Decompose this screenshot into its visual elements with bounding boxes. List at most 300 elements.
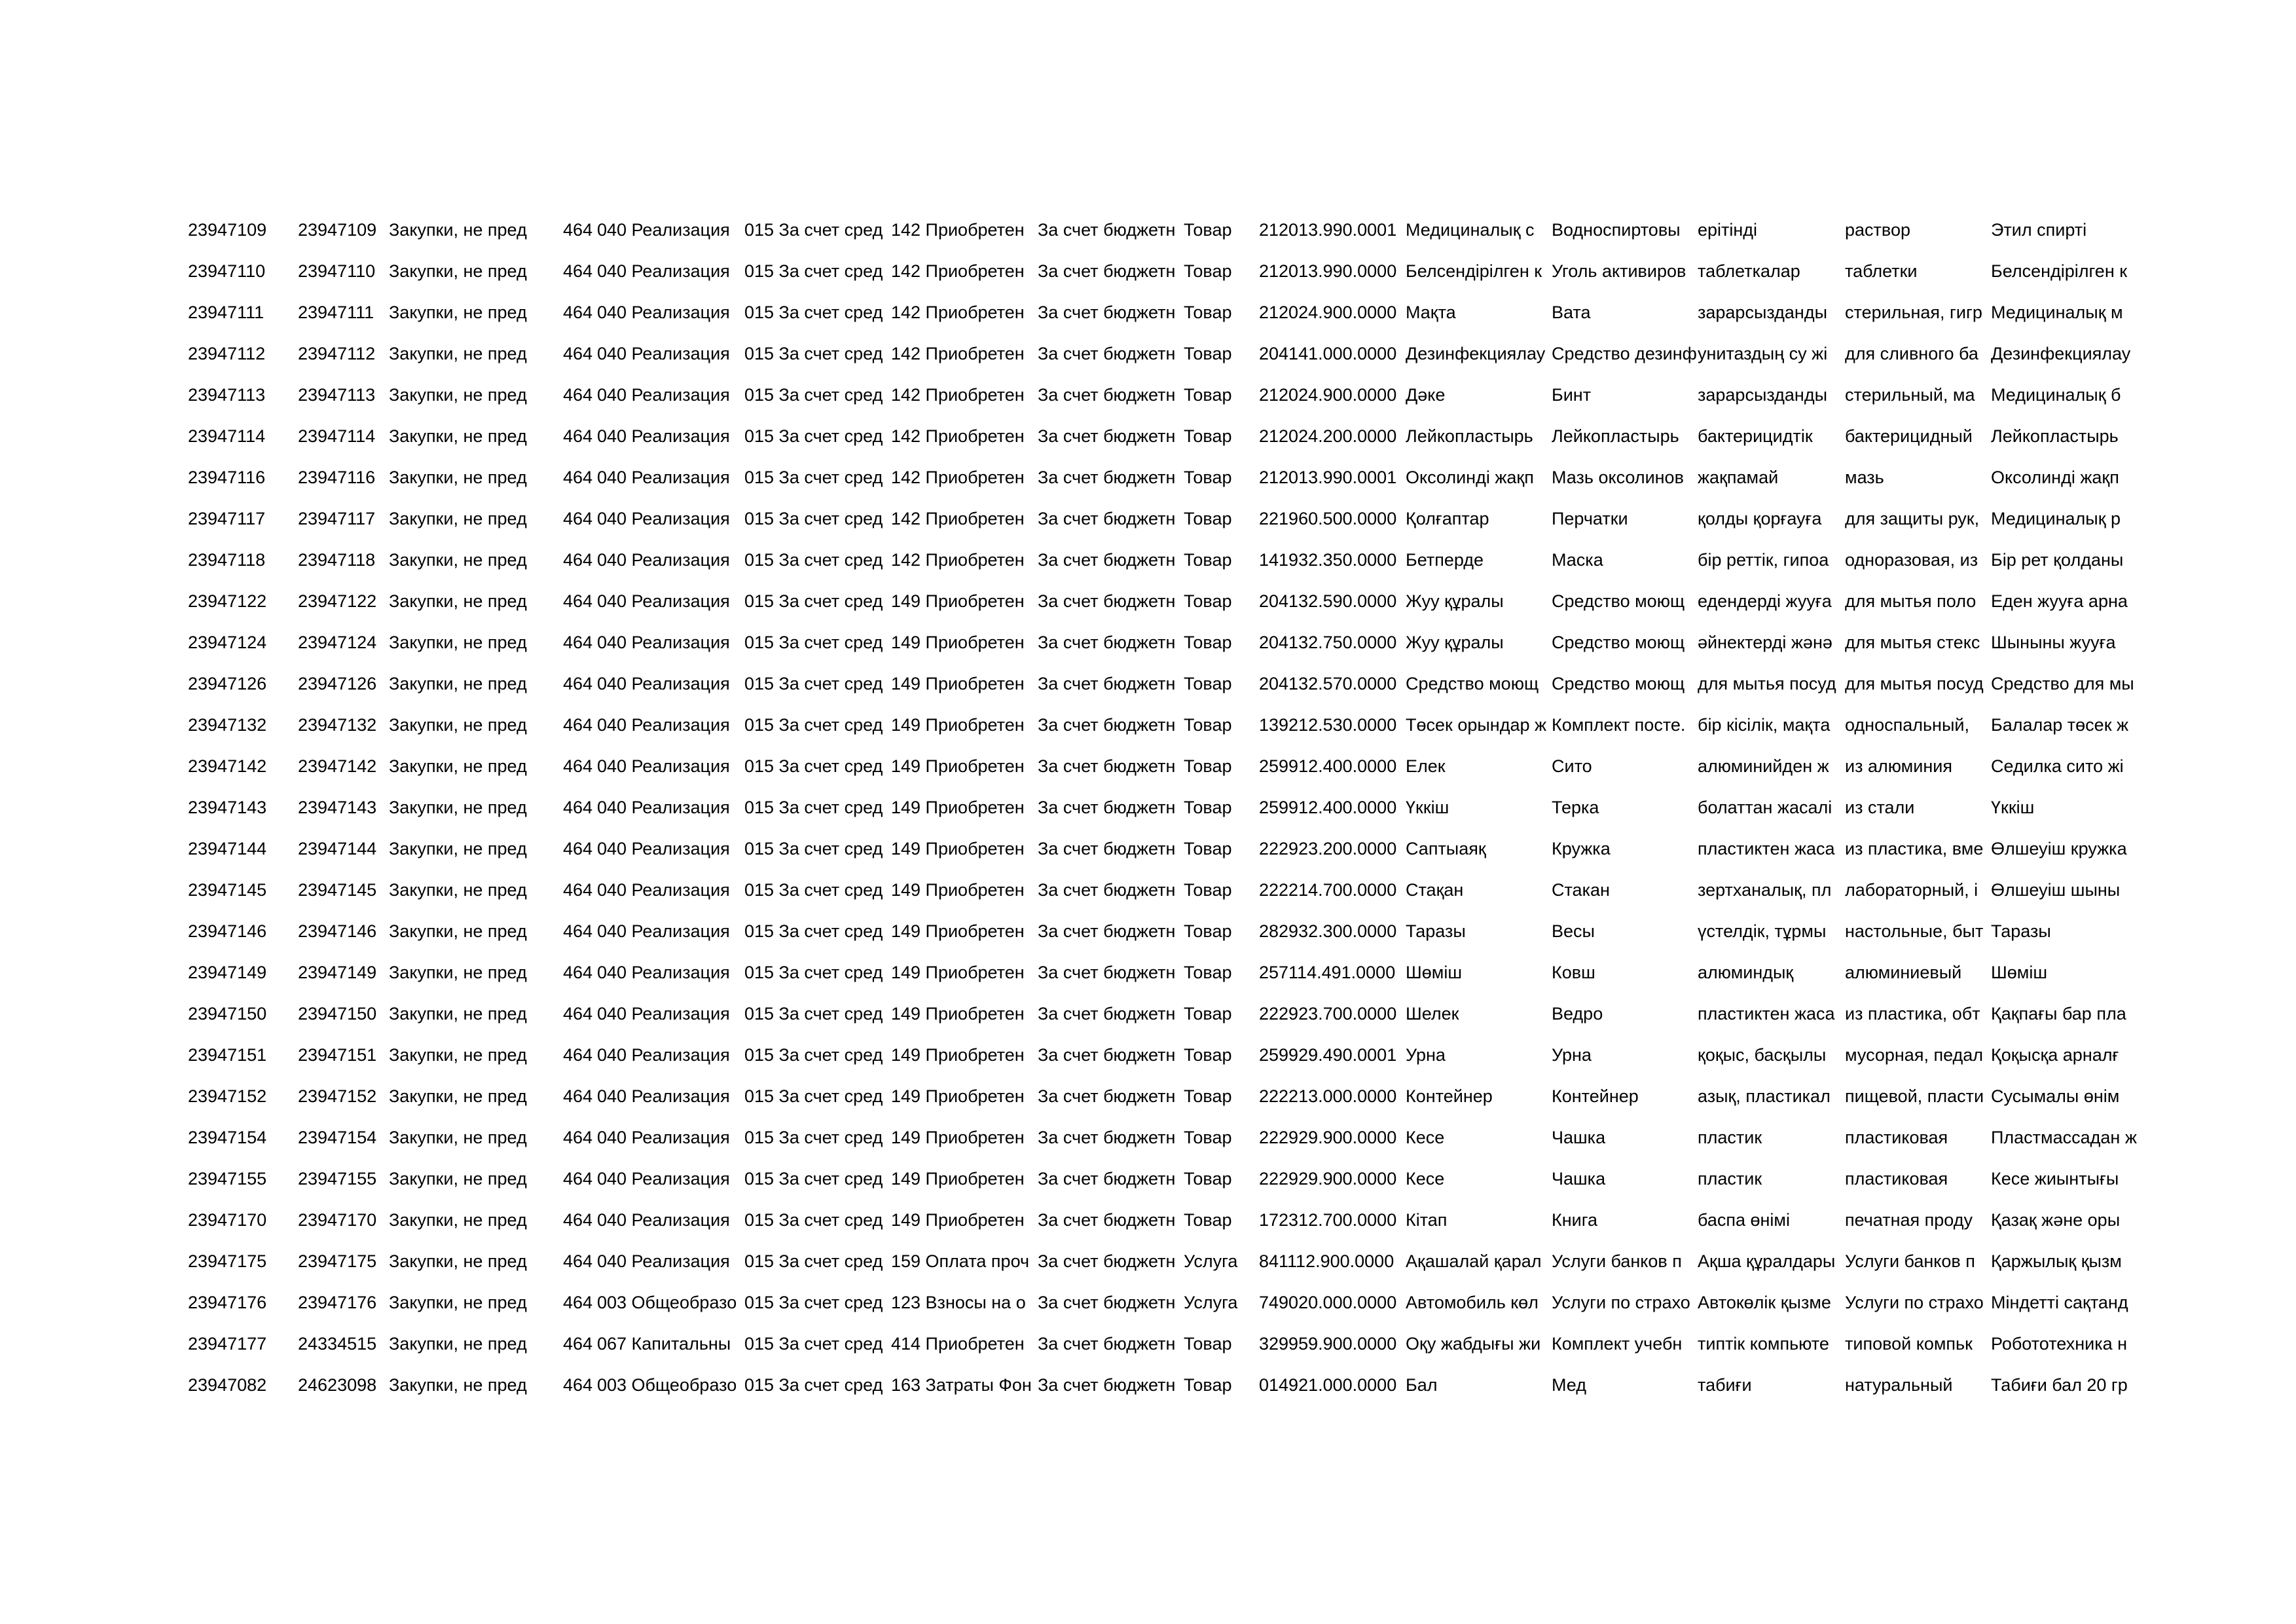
table-cell: Закупки, не пред: [389, 385, 527, 405]
table-cell: Кесе жиынтығы: [1991, 1169, 2119, 1189]
table-cell: 040 Реализация: [597, 963, 730, 982]
table-cell: За счет бюджетн: [1038, 1210, 1176, 1230]
table-cell: 204132.750.0000: [1259, 633, 1397, 652]
table-cell: 149 Приобретен: [891, 715, 1025, 735]
table-cell: 142 Приобретен: [891, 385, 1025, 405]
table-cell: Комплект учебн: [1552, 1334, 1683, 1354]
table-cell: 040 Реализация: [597, 344, 730, 363]
table-cell: Закупки, не пред: [389, 880, 527, 900]
table-cell: 23947132: [188, 715, 267, 735]
table-cell: Елек: [1406, 756, 1446, 776]
table-cell: 142 Приобретен: [891, 509, 1025, 528]
table-cell: 040 Реализация: [597, 1004, 730, 1024]
table-cell: Товар: [1184, 468, 1232, 487]
table-cell: стерильный, ма: [1845, 385, 1975, 405]
table-cell: 464: [562, 674, 592, 693]
table-cell: Услуги банков п: [1845, 1251, 1975, 1271]
table-cell: 464: [562, 509, 592, 528]
table-cell: 040 Реализация: [597, 1210, 730, 1230]
table-cell: 23947155: [188, 1169, 267, 1189]
table-cell: 015 За счет сред: [744, 1293, 883, 1312]
table-cell: Бинт: [1552, 385, 1592, 405]
table-cell: Мед: [1552, 1375, 1586, 1395]
table-cell: 149 Приобретен: [891, 1169, 1025, 1189]
table-cell: 212024.900.0000: [1259, 385, 1397, 405]
table-cell: Закупки, не пред: [389, 798, 527, 817]
table-cell: Пластмассадан ж: [1991, 1128, 2137, 1147]
table-row: [0, 1117, 2296, 1158]
table-cell: 040 Реализация: [597, 261, 730, 281]
table-cell: За счет бюджетн: [1038, 509, 1176, 528]
table-cell: зарарсызданды: [1698, 385, 1827, 405]
table-cell: 23947122: [298, 591, 377, 611]
table-cell: Шөміш: [1406, 963, 1462, 982]
table-cell: Ақша құралдары: [1698, 1251, 1836, 1271]
table-cell: пластик: [1698, 1169, 1762, 1189]
table-cell: из пластика, вме: [1845, 839, 1984, 858]
table-cell: Закупки, не пред: [389, 1210, 527, 1230]
table-cell: 040 Реализация: [597, 1086, 730, 1106]
table-cell: Урна: [1552, 1045, 1592, 1065]
table-cell: Медициналық м: [1991, 303, 2123, 322]
table-cell: 015 За счет сред: [744, 880, 883, 900]
table-row: [0, 911, 2296, 952]
table-cell: Лейкопластырь: [1991, 426, 2119, 446]
table-cell: 23947149: [298, 963, 377, 982]
table-cell: 23947124: [298, 633, 377, 652]
table-cell: За счет бюджетн: [1038, 220, 1176, 240]
table-cell: Лейкопластырь: [1406, 426, 1533, 446]
table-cell: бактерицидный: [1845, 426, 1973, 446]
table-cell: лабораторный, і: [1845, 880, 1978, 900]
table-cell: 040 Реализация: [597, 1251, 730, 1271]
table-cell: Товар: [1184, 674, 1232, 693]
table-cell: 464: [562, 468, 592, 487]
table-cell: 23947116: [298, 468, 376, 487]
table-cell: За счет бюджетн: [1038, 344, 1176, 363]
table-cell: Кружка: [1552, 839, 1611, 858]
table-cell: из пластика, обт: [1845, 1004, 1980, 1024]
table-cell: 204141.000.0000: [1259, 344, 1397, 363]
table-cell: Товар: [1184, 426, 1232, 446]
table-cell: 23947152: [298, 1086, 377, 1106]
table-cell: Закупки, не пред: [389, 344, 527, 363]
table-cell: 015 За счет сред: [744, 633, 883, 652]
table-cell: 221960.500.0000: [1259, 509, 1397, 528]
table-cell: 23947112: [298, 344, 376, 363]
table-cell: 464: [562, 591, 592, 611]
table-row: [0, 1035, 2296, 1076]
table-cell: 23947146: [298, 921, 377, 941]
table-cell: 23947118: [298, 550, 376, 570]
table-cell: Товар: [1184, 798, 1232, 817]
table-cell: 040 Реализация: [597, 1128, 730, 1147]
table-cell: За счет бюджетн: [1038, 468, 1176, 487]
table-cell: 23947149: [188, 963, 267, 982]
table-cell: 23947112: [188, 344, 266, 363]
table-cell: За счет бюджетн: [1038, 921, 1176, 941]
table-cell: 23947114: [298, 426, 376, 446]
table-cell: 015 За счет сред: [744, 674, 883, 693]
table-cell: 163 Затраты Фон: [891, 1375, 1032, 1395]
table-cell: Чашка: [1552, 1169, 1606, 1189]
table-cell: 464: [562, 220, 592, 240]
table-cell: таблетки: [1845, 261, 1918, 281]
table-cell: үстелдік, тұрмы: [1698, 921, 1827, 941]
table-cell: Товар: [1184, 385, 1232, 405]
table-cell: для сливного ба: [1845, 344, 1978, 363]
table-cell: Жуу құралы: [1406, 591, 1504, 611]
table-cell: 23947177: [188, 1334, 267, 1354]
table-cell: 23947142: [188, 756, 267, 776]
spreadsheet-table: [0, 210, 2296, 1406]
table-cell: Контейнер: [1406, 1086, 1493, 1106]
table-cell: Таразы: [1991, 921, 2051, 941]
table-cell: 23947144: [298, 839, 377, 858]
table-cell: 464: [562, 385, 592, 405]
table-row: [0, 1323, 2296, 1365]
table-cell: Автокөлік қызме: [1698, 1293, 1831, 1312]
table-cell: Товар: [1184, 1334, 1232, 1354]
table-cell: За счет бюджетн: [1038, 1045, 1176, 1065]
table-cell: 015 За счет сред: [744, 715, 883, 735]
table-cell: Закупки, не пред: [389, 674, 527, 693]
table-cell: 015 За счет сред: [744, 385, 883, 405]
table-cell: 015 За счет сред: [744, 1375, 883, 1395]
table-cell: За счет бюджетн: [1038, 1251, 1176, 1271]
table-cell: 040 Реализация: [597, 880, 730, 900]
table-cell: 464: [562, 1334, 592, 1354]
table-cell: 23947114: [188, 426, 266, 446]
table-cell: 23947143: [188, 798, 267, 817]
table-cell: 015 За счет сред: [744, 1128, 883, 1147]
table-cell: табиғи: [1698, 1375, 1752, 1395]
table-row: [0, 705, 2296, 746]
table-cell: 259912.400.0000: [1259, 798, 1397, 817]
table-cell: Ведро: [1552, 1004, 1603, 1024]
table-cell: 222929.900.0000: [1259, 1128, 1397, 1147]
table-cell: Средство моющ: [1552, 633, 1685, 652]
table-cell: Шелек: [1406, 1004, 1459, 1024]
table-cell: Закупки, не пред: [389, 1293, 527, 1312]
table-cell: Закупки, не пред: [389, 550, 527, 570]
table-cell: Кітап: [1406, 1210, 1448, 1230]
table-cell: Закупки, не пред: [389, 426, 527, 446]
table-cell: пластиковая: [1845, 1169, 1948, 1189]
table-cell: 464: [562, 1045, 592, 1065]
table-cell: 23947154: [298, 1128, 377, 1147]
table-cell: 464: [562, 1128, 592, 1147]
table-cell: 23947150: [298, 1004, 377, 1024]
table-cell: Медициналық б: [1991, 385, 2121, 405]
table-cell: 222213.000.0000: [1259, 1086, 1397, 1106]
table-cell: 464: [562, 261, 592, 281]
table-cell: 040 Реализация: [597, 921, 730, 941]
table-cell: Товар: [1184, 1004, 1232, 1024]
table-cell: Средство дезинф: [1552, 344, 1697, 363]
table-cell: Вата: [1552, 303, 1591, 322]
table-cell: 23947109: [188, 220, 267, 240]
table-cell: бір реттік, гипоа: [1698, 550, 1829, 570]
table-cell: Закупки, не пред: [389, 756, 527, 776]
table-cell: пластиктен жаса: [1698, 839, 1835, 858]
table-cell: Қоқысқа арналғ: [1991, 1045, 2119, 1065]
table-cell: 015 За счет сред: [744, 1004, 883, 1024]
table-cell: Кесе: [1406, 1169, 1445, 1189]
table-cell: Дезинфекциялау: [1991, 344, 2131, 363]
table-cell: 23947150: [188, 1004, 267, 1024]
table-cell: Автомобиль көл: [1406, 1293, 1539, 1312]
table-cell: 040 Реализация: [597, 385, 730, 405]
table-cell: Дезинфекциялау: [1406, 344, 1546, 363]
table-cell: Водноспиртовы: [1552, 220, 1681, 240]
table-cell: 464: [562, 798, 592, 817]
table-cell: 222214.700.0000: [1259, 880, 1397, 900]
table-cell: 464: [562, 839, 592, 858]
table-cell: 212013.990.0001: [1259, 220, 1397, 240]
table-cell: бір кісілік, мақта: [1698, 715, 1831, 735]
table-cell: Міндетті сақтанд: [1991, 1293, 2128, 1312]
table-cell: Закупки, не пред: [389, 715, 527, 735]
table-cell: 841112.900.0000: [1259, 1251, 1394, 1271]
table-cell: 464: [562, 963, 592, 982]
table-cell: За счет бюджетн: [1038, 385, 1176, 405]
table-cell: 142 Приобретен: [891, 220, 1025, 240]
table-cell: 464: [562, 303, 592, 322]
table-cell: 015 За счет сред: [744, 1210, 883, 1230]
table-cell: Закупки, не пред: [389, 468, 527, 487]
table-cell: из стали: [1845, 798, 1915, 817]
table-cell: 23947122: [188, 591, 267, 611]
table-cell: 24334515: [298, 1334, 377, 1354]
table-cell: 040 Реализация: [597, 550, 730, 570]
table-row: [0, 1158, 2296, 1200]
table-cell: 23947126: [188, 674, 267, 693]
table-cell: бактерицидтік: [1698, 426, 1813, 446]
table-cell: Закупки, не пред: [389, 1251, 527, 1271]
table-cell: Комплект посте.: [1552, 715, 1686, 735]
table-row: [0, 1282, 2296, 1323]
table-cell: 464: [562, 715, 592, 735]
table-cell: Товар: [1184, 550, 1232, 570]
table-cell: 23947155: [298, 1169, 377, 1189]
table-cell: 015 За счет сред: [744, 1086, 883, 1106]
table-cell: 003 Общеобразо: [597, 1375, 737, 1395]
table-cell: Белсендірілген к: [1406, 261, 1542, 281]
table-cell: 464: [562, 921, 592, 941]
table-cell: 23947113: [298, 385, 376, 405]
table-cell: Закупки, не пред: [389, 220, 527, 240]
table-cell: Закупки, не пред: [389, 921, 527, 941]
table-cell: Закупки, не пред: [389, 1128, 527, 1147]
table-cell: Закупки, не пред: [389, 303, 527, 322]
table-cell: 015 За счет сред: [744, 303, 883, 322]
table-cell: За счет бюджетн: [1038, 633, 1176, 652]
table-cell: қоқыс, басқылы: [1698, 1045, 1827, 1065]
table-cell: 464: [562, 1251, 592, 1271]
table-cell: 23947132: [298, 715, 377, 735]
table-cell: 23947111: [188, 303, 264, 322]
table-cell: 040 Реализация: [597, 756, 730, 776]
table-cell: 149 Приобретен: [891, 1004, 1025, 1024]
table-cell: Услуги банков п: [1552, 1251, 1682, 1271]
table-cell: Маска: [1552, 550, 1603, 570]
table-row: [0, 746, 2296, 787]
table-cell: 23947151: [298, 1045, 377, 1065]
table-cell: 212024.900.0000: [1259, 303, 1397, 322]
table-cell: Стакан: [1552, 880, 1610, 900]
table-cell: За счет бюджетн: [1038, 798, 1176, 817]
table-row: [0, 292, 2296, 333]
table-cell: Оксолинді жақп: [1406, 468, 1534, 487]
table-cell: 015 За счет сред: [744, 798, 883, 817]
table-cell: За счет бюджетн: [1038, 839, 1176, 858]
table-cell: 003 Общеобразо: [597, 1293, 737, 1312]
table-cell: 23947176: [298, 1293, 377, 1312]
table-cell: мазь: [1845, 468, 1884, 487]
table-cell: 464: [562, 880, 592, 900]
table-cell: Товар: [1184, 1375, 1232, 1395]
table-cell: За счет бюджетн: [1038, 1293, 1176, 1312]
table-cell: Оқу жабдығы жи: [1406, 1334, 1541, 1354]
table-cell: 040 Реализация: [597, 426, 730, 446]
table-cell: Саптыаяқ: [1406, 839, 1486, 858]
table-row: [0, 416, 2296, 457]
table-cell: Товар: [1184, 963, 1232, 982]
table-cell: 464: [562, 1375, 592, 1395]
table-cell: 149 Приобретен: [891, 880, 1025, 900]
table-cell: 259929.490.0001: [1259, 1045, 1397, 1065]
table-cell: 015 За счет сред: [744, 591, 883, 611]
table-cell: Мазь оксолинов: [1552, 468, 1684, 487]
table-cell: Мақта: [1406, 303, 1456, 322]
table-cell: 23947109: [298, 220, 377, 240]
table-cell: Закупки, не пред: [389, 1086, 527, 1106]
table-cell: 329959.900.0000: [1259, 1334, 1397, 1354]
table-row: [0, 333, 2296, 375]
table-cell: пищевой, пласти: [1845, 1086, 1984, 1106]
table-cell: 015 За счет сред: [744, 963, 883, 982]
table-cell: пластик: [1698, 1128, 1762, 1147]
table-cell: 141932.350.0000: [1259, 550, 1397, 570]
table-cell: Үккіш: [1991, 798, 2035, 817]
table-cell: 23947175: [298, 1251, 377, 1271]
table-cell: 464: [562, 426, 592, 446]
table-cell: Средство моющ: [1406, 674, 1539, 693]
table-cell: За счет бюджетн: [1038, 1128, 1176, 1147]
table-cell: 464: [562, 1210, 592, 1230]
table-cell: Оксолинді жақп: [1991, 468, 2119, 487]
table-cell: Товар: [1184, 1169, 1232, 1189]
table-cell: мусорная, педал: [1845, 1045, 1984, 1065]
table-cell: Средство моющ: [1552, 591, 1685, 611]
table-cell: 464: [562, 344, 592, 363]
table-cell: болаттан жасалі: [1698, 798, 1832, 817]
table-cell: Услуга: [1184, 1251, 1238, 1271]
table-cell: Медициналық р: [1991, 509, 2121, 528]
table-cell: Контейнер: [1552, 1086, 1639, 1106]
table-cell: 015 За счет сред: [744, 220, 883, 240]
table-row: [0, 457, 2296, 498]
table-cell: За счет бюджетн: [1038, 1169, 1176, 1189]
table-cell: Өлшеуіш кружка: [1991, 839, 2127, 858]
table-cell: 23947111: [298, 303, 374, 322]
table-cell: настольные, быт: [1845, 921, 1984, 941]
table-cell: За счет бюджетн: [1038, 550, 1176, 570]
table-cell: 23947176: [188, 1293, 267, 1312]
table-cell: для мытья стекс: [1845, 633, 1980, 652]
table-cell: Товар: [1184, 591, 1232, 611]
table-cell: 464: [562, 1086, 592, 1106]
table-row: [0, 1076, 2296, 1117]
table-cell: 015 За счет сред: [744, 839, 883, 858]
table-cell: 222929.900.0000: [1259, 1169, 1397, 1189]
table-cell: 142 Приобретен: [891, 468, 1025, 487]
table-cell: типовой компьк: [1845, 1334, 1973, 1354]
table-cell: За счет бюджетн: [1038, 674, 1176, 693]
table-cell: унитаздың су жі: [1698, 344, 1828, 363]
table-cell: Средство для мы: [1991, 674, 2134, 693]
table-cell: Товар: [1184, 1045, 1232, 1065]
table-cell: За счет бюджетн: [1038, 1375, 1176, 1395]
table-cell: За счет бюджетн: [1038, 880, 1176, 900]
table-cell: 23947116: [188, 468, 266, 487]
table-cell: для защиты рук,: [1845, 509, 1980, 528]
table-cell: 040 Реализация: [597, 674, 730, 693]
table-cell: 23947117: [188, 509, 266, 528]
table-cell: односпальный,: [1845, 715, 1969, 735]
table-cell: За счет бюджетн: [1038, 1334, 1176, 1354]
table-cell: Закупки, не пред: [389, 1375, 527, 1395]
table-cell: За счет бюджетн: [1038, 591, 1176, 611]
table-cell: пластиктен жаса: [1698, 1004, 1835, 1024]
table-cell: Таразы: [1406, 921, 1466, 941]
table-cell: 142 Приобретен: [891, 550, 1025, 570]
table-cell: жақпамай: [1698, 468, 1779, 487]
table-cell: Төсек орындар ж: [1406, 715, 1547, 735]
table-cell: 23947113: [188, 385, 266, 405]
table-row: [0, 952, 2296, 993]
table-cell: Перчатки: [1552, 509, 1628, 528]
table-cell: Шыныны жууға: [1991, 633, 2116, 652]
table-cell: Бетперде: [1406, 550, 1484, 570]
table-cell: 149 Приобретен: [891, 798, 1025, 817]
table-row: [0, 622, 2296, 663]
table-cell: Этил спирті: [1991, 220, 2087, 240]
table-cell: Закупки, не пред: [389, 1045, 527, 1065]
table-cell: печатная проду: [1845, 1210, 1973, 1230]
table-cell: одноразовая, из: [1845, 550, 1978, 570]
table-cell: 015 За счет сред: [744, 261, 883, 281]
table-cell: За счет бюджетн: [1038, 261, 1176, 281]
table-cell: Товар: [1184, 344, 1232, 363]
table-cell: 040 Реализация: [597, 633, 730, 652]
table-cell: Услуги по страхо: [1552, 1293, 1690, 1312]
table-cell: 159 Оплата проч: [891, 1251, 1030, 1271]
table-cell: 015 За счет сред: [744, 921, 883, 941]
table-cell: 282932.300.0000: [1259, 921, 1397, 941]
table-cell: 23947124: [188, 633, 267, 652]
table-cell: Лейкопластырь: [1552, 426, 1679, 446]
table-cell: 23947152: [188, 1086, 267, 1106]
table-cell: натуральный: [1845, 1375, 1953, 1395]
table-cell: За счет бюджетн: [1038, 1004, 1176, 1024]
table-cell: Белсендірілген к: [1991, 261, 2128, 281]
table-cell: для мытья посуд: [1698, 674, 1836, 693]
table-cell: для мытья посуд: [1845, 674, 1984, 693]
table-cell: Закупки, не пред: [389, 1004, 527, 1024]
table-cell: 015 За счет сред: [744, 1045, 883, 1065]
